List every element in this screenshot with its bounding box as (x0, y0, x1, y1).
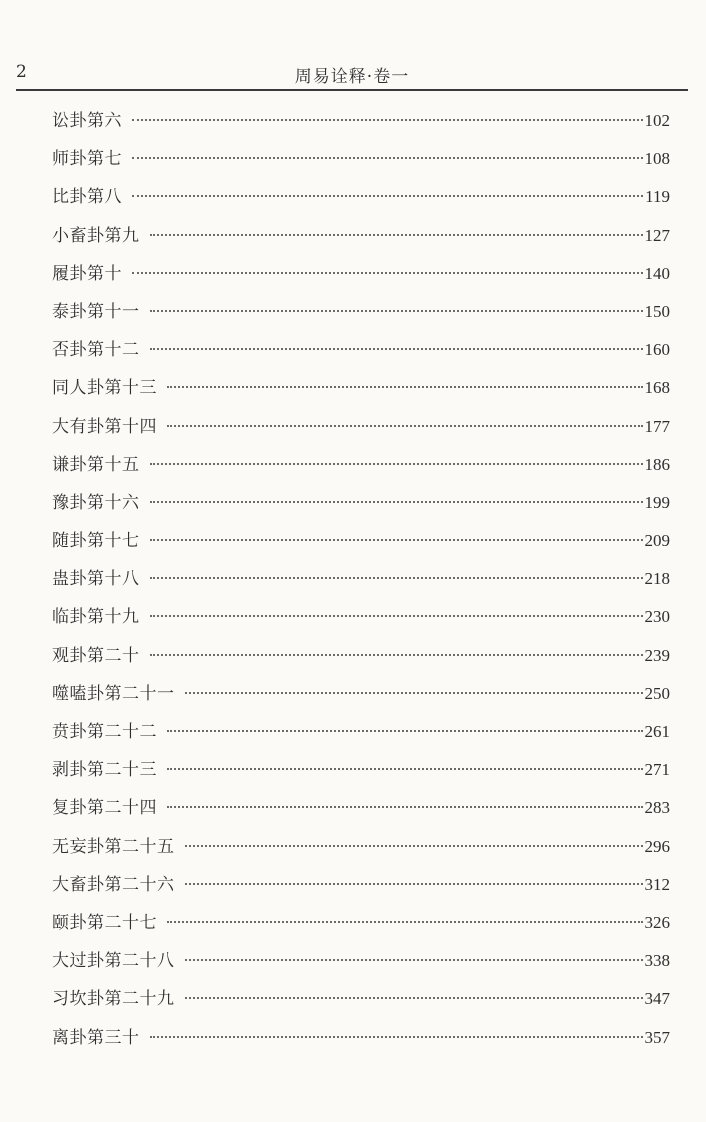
toc-entry-title: 大有卦第十四 (52, 416, 157, 437)
toc-entry-title: 大畜卦第二十六 (52, 874, 175, 895)
toc-entry[interactable] (52, 828, 670, 866)
dot-leader (185, 997, 643, 999)
toc-entry-page-number: 102 (644, 111, 670, 130)
toc-entry-title: 否卦第十二 (52, 340, 140, 361)
toc-entry[interactable] (52, 866, 670, 904)
toc-entry[interactable] (52, 675, 670, 713)
dot-leader (150, 539, 643, 541)
toc-entry[interactable] (52, 713, 670, 751)
toc-entry-title: 同人卦第十三 (52, 378, 157, 399)
toc-entry[interactable] (52, 178, 670, 216)
toc-entry[interactable] (52, 102, 670, 140)
dot-leader (150, 310, 643, 312)
toc-entry-page-number: 347 (644, 989, 670, 1009)
toc-entry[interactable] (52, 446, 670, 484)
toc-entry-title: 习坎卦第二十九 (52, 989, 175, 1010)
toc-entry-page-number: 357 (644, 1027, 670, 1047)
toc-entry[interactable] (52, 408, 670, 446)
running-title: 周易诠释·卷一 (294, 67, 410, 87)
toc-entry[interactable] (52, 598, 670, 636)
toc-entry-page-number: 119 (645, 187, 670, 207)
toc-entry-title: 比卦第八 (52, 187, 122, 208)
toc-entry[interactable] (52, 140, 670, 178)
dot-leader (132, 119, 643, 121)
toc-entry-page-number: 160 (644, 340, 670, 360)
toc-entry[interactable] (52, 369, 670, 407)
toc-entry-page-number: 140 (644, 263, 670, 283)
toc-entry-title: 大过卦第二十八 (52, 951, 175, 972)
toc-entry-page-number: 209 (644, 531, 670, 551)
dot-leader (132, 195, 643, 197)
toc-entry-title: 履卦第十 (52, 263, 122, 284)
toc-entry-page-number: 177 (644, 416, 670, 436)
toc-entry[interactable] (52, 789, 670, 827)
toc-entry-title: 讼卦第六 (52, 111, 122, 131)
toc-entry[interactable] (52, 331, 670, 369)
toc-entry-title: 剥卦第二十三 (52, 760, 157, 781)
toc-entry-title: 豫卦第十六 (52, 492, 140, 513)
toc-entry-title: 师卦第七 (52, 149, 122, 170)
dot-leader (167, 806, 643, 808)
toc-entry-page-number: 168 (644, 378, 670, 398)
toc-entry-page-number: 230 (644, 607, 670, 627)
dot-leader (150, 348, 643, 350)
dot-leader (185, 883, 643, 885)
toc-entry-title: 蛊卦第十八 (52, 569, 140, 590)
page-number: 2 (16, 62, 28, 82)
toc-entry[interactable] (52, 904, 670, 942)
dot-leader (167, 730, 643, 732)
dot-leader (185, 692, 643, 694)
dot-leader (150, 501, 643, 503)
toc-entry-page-number: 312 (644, 874, 670, 894)
toc-entry-page-number: 296 (644, 836, 670, 856)
toc-entry-page-number: 338 (644, 951, 670, 971)
toc-entry-title: 随卦第十七 (52, 531, 140, 552)
toc-entry-title: 复卦第二十四 (52, 798, 157, 819)
toc-entry-page-number: 150 (644, 301, 670, 321)
toc-entry-page-number: 108 (644, 149, 670, 169)
toc-entry[interactable] (52, 637, 670, 675)
toc-entry[interactable] (52, 980, 670, 1018)
toc-entry[interactable] (52, 217, 670, 255)
toc-entry[interactable] (52, 484, 670, 522)
dot-leader (132, 272, 643, 274)
dot-leader (132, 157, 643, 159)
toc-entry-page-number: 283 (644, 798, 670, 818)
toc-entry[interactable] (52, 1019, 670, 1057)
toc-entry-title: 噬嗑卦第二十一 (52, 683, 175, 704)
dot-leader (167, 386, 643, 388)
toc-entry-page-number: 239 (644, 645, 670, 665)
dot-leader (167, 921, 643, 923)
toc-entry-title: 颐卦第二十七 (52, 912, 157, 933)
toc-entry[interactable] (52, 751, 670, 789)
dot-leader (167, 425, 643, 427)
toc-entry-title: 离卦第三十 (52, 1027, 140, 1048)
toc-entry-page-number: 261 (644, 722, 670, 741)
dot-leader (150, 463, 643, 465)
header-rule (16, 89, 688, 91)
dot-leader (150, 1036, 643, 1038)
table-of-contents (52, 102, 670, 1057)
toc-entry-page-number: 186 (644, 454, 670, 474)
toc-entry[interactable] (52, 942, 670, 980)
toc-entry-title: 观卦第二十 (52, 645, 140, 666)
dot-leader (150, 654, 643, 656)
dot-leader (150, 234, 643, 236)
dot-leader (150, 615, 643, 617)
page-header (16, 60, 688, 88)
toc-entry-page-number: 250 (644, 683, 670, 703)
toc-entry-title: 临卦第十九 (52, 607, 140, 628)
toc-entry-page-number: 271 (644, 760, 670, 780)
toc-entry-page-number: 218 (644, 569, 670, 589)
dot-leader (185, 959, 643, 961)
toc-entry[interactable] (52, 255, 670, 293)
toc-entry[interactable] (52, 560, 670, 598)
toc-entry[interactable] (52, 293, 670, 331)
toc-entry-title: 无妄卦第二十五 (52, 836, 175, 857)
toc-entry-page-number: 199 (644, 492, 670, 512)
toc-entry-page-number: 127 (644, 225, 670, 245)
toc-entry-title: 小畜卦第九 (52, 225, 140, 246)
toc-entry-page-number: 326 (644, 912, 670, 932)
dot-leader (185, 845, 643, 847)
toc-entry-title: 贲卦第二十二 (52, 722, 157, 742)
dot-leader (150, 577, 643, 579)
dot-leader (167, 768, 643, 770)
toc-entry[interactable] (52, 522, 670, 560)
toc-entry-title: 泰卦第十一 (52, 301, 140, 322)
toc-entry-title: 谦卦第十五 (52, 454, 140, 475)
